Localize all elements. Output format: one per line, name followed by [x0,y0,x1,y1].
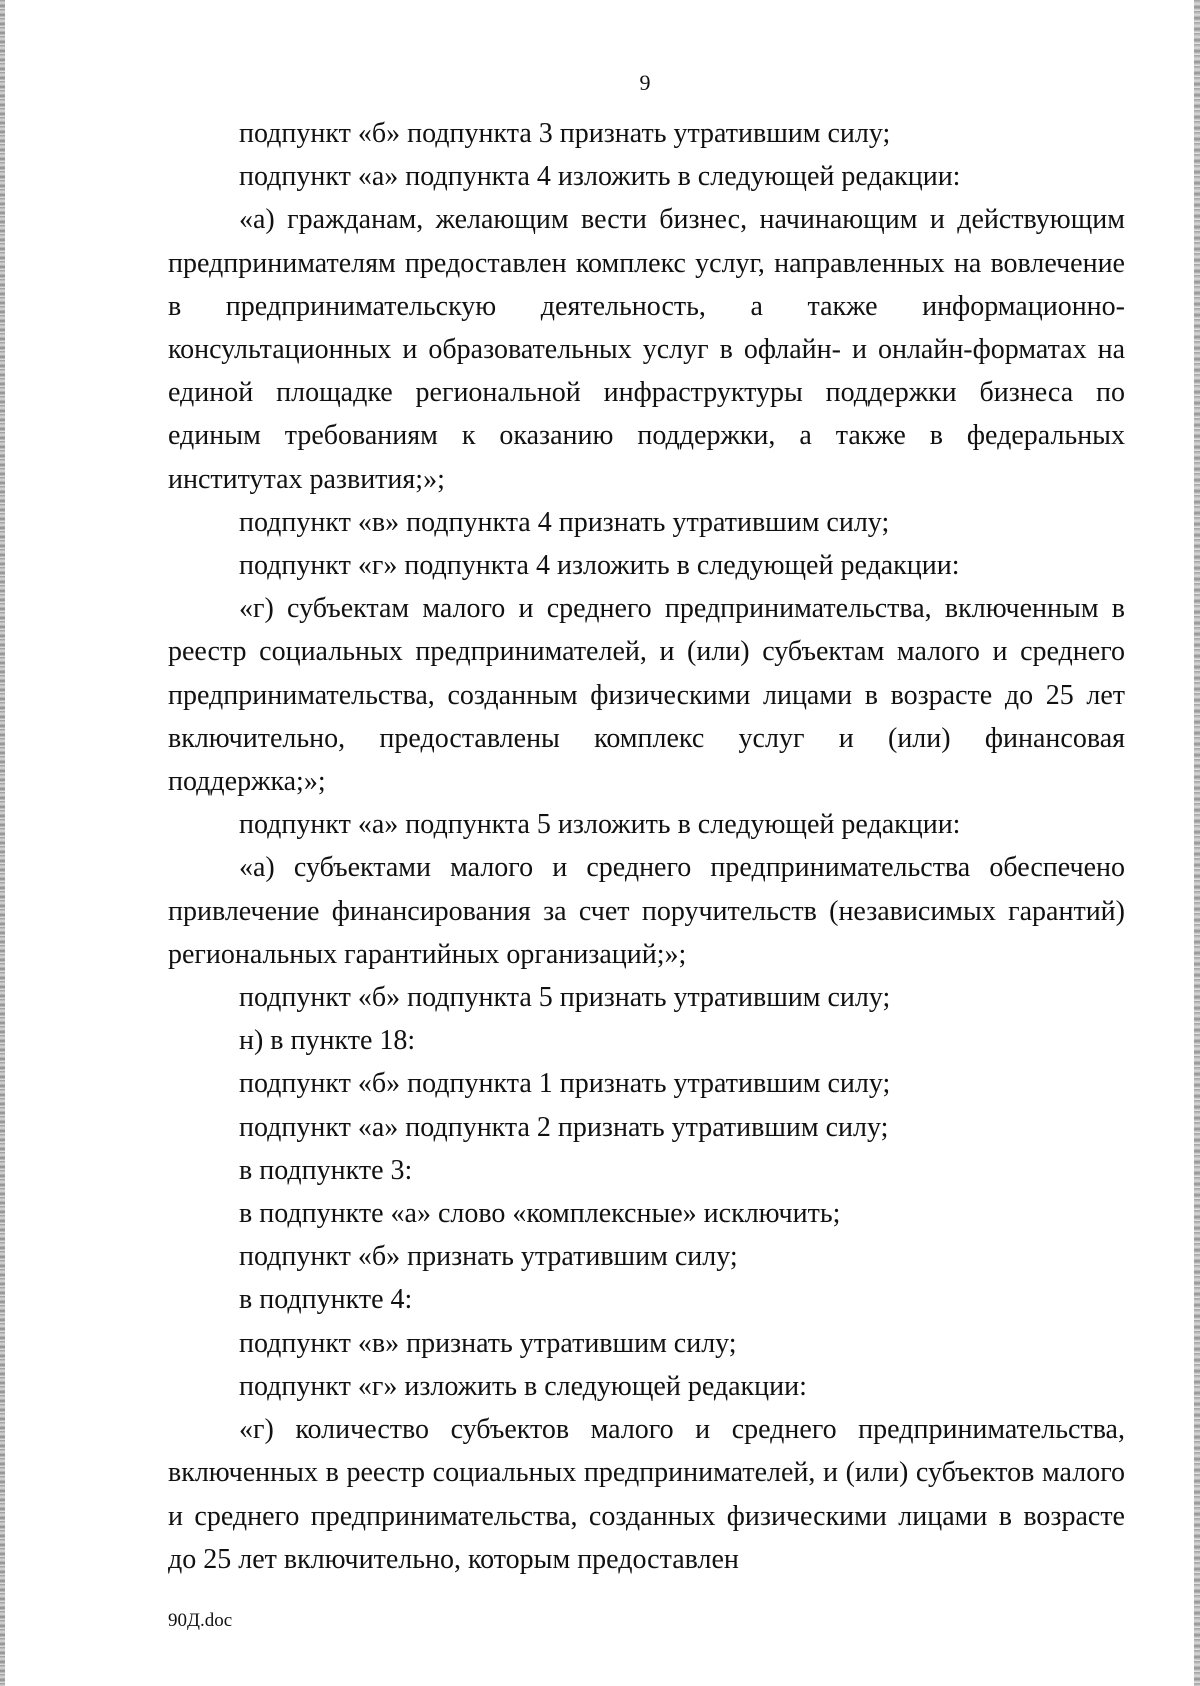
paragraph-9: подпункт «б» подпункта 5 признать утратившим силу; [239,982,891,1014]
paragraph-14: в подпункте «а» слово «комплексные» исключить; [239,1198,841,1230]
paragraph-8: «а) субъектами малого и среднего предпринимательства обеспечено привлечение финансирования за счет поручительств (независимых гарантий) региональных гарантийных организаций;»; [168,852,1125,970]
paragraph-15: подпункт «б» признать утратившим силу; [239,1241,738,1273]
paragraph-18: подпункт «г» изложить в следующей редакции: [239,1370,807,1402]
paragraph-13: в подпункте 3: [239,1154,413,1186]
paragraph-16: в подпункте 4: [239,1284,413,1316]
paragraph-3: «а) гражданам, желающим вести бизнес, начинающим и действующим предпринимателям предоставлен комплекс услуг, направленных на вовлечение в предпринимательскую деятельность, а также информационно-консультационных и образовательных услуг в офлайн- и онлайн-форматах на единой площадке региональной инфраструктуры поддержки бизнеса по единым требованиям к оказанию поддержки, а также в федеральных институтах развития;»; [168,204,1125,495]
paragraph-19: «г) количество субъектов малого и среднего предпринимательства, включенных в реестр социальных предпринимателей, и (или) субъектов малого и среднего предпринимательства, созданных физическими лицами в возрасте до 25 лет включительно, которым предоставлен [168,1414,1125,1575]
paragraph-10: н) в пункте 18: [239,1025,416,1057]
paragraph-6: «г) субъектам малого и среднего предпринимательства, включенным в реестр социальных предпринимателей, и (или) субъектам малого и среднего предпринимательства, созданным физическими лицами в возрасте до 25 лет включительно, предоставлены комплекс услуг и (или) финансовая поддержка;»; [168,593,1125,798]
paragraph-5: подпункт «г» подпункта 4 изложить в следующей редакции: [239,550,960,582]
page-number: 9 [639,70,651,95]
scan-edge-right [1194,0,1200,1686]
paragraph-17: подпункт «в» признать утратившим силу; [239,1327,737,1359]
paragraph-1: подпункт «б» подпункта 3 признать утратившим силу; [239,118,891,149]
scan-edge-left [0,0,5,1686]
paragraph-2: подпункт «а» подпункта 4 изложить в следующей редакции: [239,161,961,193]
paragraph-11: подпункт «б» подпункта 1 признать утратившим силу; [239,1068,891,1100]
paragraph-12: подпункт «а» подпункта 2 признать утратившим силу; [239,1111,889,1143]
footer-filename: 90Д.doc [168,1610,233,1631]
document-body [168,112,1125,1581]
paragraph-4: подпункт «в» подпункта 4 признать утратившим силу; [239,506,890,538]
paragraph-7: подпункт «а» подпункта 5 изложить в следующей редакции: [239,809,961,841]
